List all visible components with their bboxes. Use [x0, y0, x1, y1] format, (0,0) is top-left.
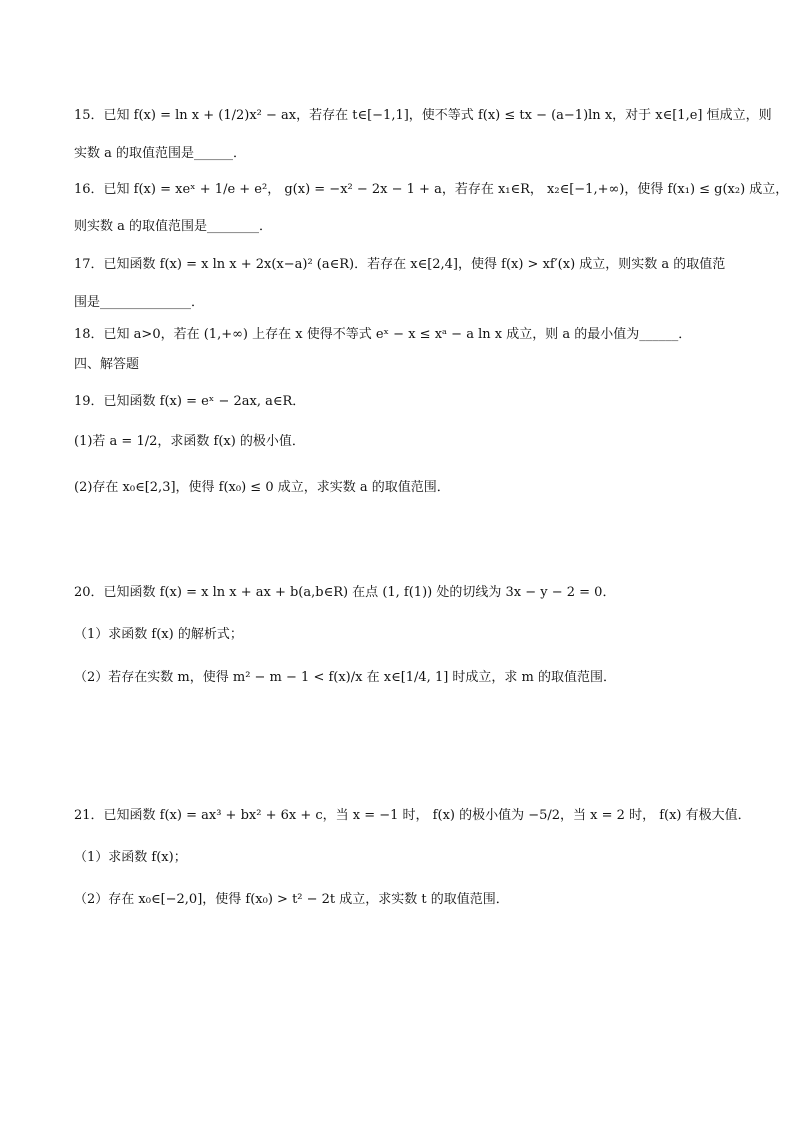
problem-20-part-1: （1）求函数 f(x) 的解析式； — [74, 627, 243, 642]
problem-16-line-1: 16．已知 f(x) = xeˣ + 1/e + e²， g(x) = −x² − 2x − 1 + a，若存在 x₁∈R， x₂∈[−1,+∞)，使得 f(x₁) ≤ g(x₂) 成立， — [74, 182, 789, 197]
problem-16-line-2: 则实数 a 的取值范围是________． — [74, 219, 273, 234]
problem-20-part-2: （2）若存在实数 m，使得 m² − m − 1 < f(x)/x 在 x∈[1/4, 1] 时成立，求 m 的取值范围． — [74, 670, 617, 685]
problem-19-part-2: (2)存在 x₀∈[2,3]，使得 f(x₀) ≤ 0 成立，求实数 a 的取值范围． — [74, 480, 450, 495]
problem-17-line-2: 围是______________． — [74, 295, 205, 310]
problem-19-part-1: (1)若 a = 1/2，求函数 f(x) 的极小值． — [74, 434, 305, 449]
problem-18-line-1: 18．已知 a>0，若在 (1,+∞) 上存在 x 使得不等式 eˣ − x ≤ xᵃ − a ln x 成立，则 a 的最小值为______． — [74, 327, 692, 342]
problem-15-line-2: 实数 a 的取值范围是______． — [74, 146, 247, 161]
problem-21-part-2: （2）存在 x₀∈[−2,0]，使得 f(x₀) > t² − 2t 成立，求实数 t 的取值范围． — [74, 892, 509, 907]
problem-20-stem: 20．已知函数 f(x) = x ln x + ax + b(a,b∈R) 在点 (1, f(1)) 处的切线为 3x − y − 2 = 0． — [74, 585, 616, 600]
problem-21-part-1: （1）求函数 f(x)； — [74, 850, 187, 865]
problem-15-line-1: 15．已知 f(x) = ln x + (1/2)x² − ax，若存在 t∈[−1,1]，使不等式 f(x) ≤ tx − (a−1)ln x，对于 x∈[1,e] 恒成立，则 — [74, 108, 772, 123]
problem-19-stem: 19．已知函数 f(x) = eˣ − 2ax, a∈R． — [74, 394, 306, 409]
problem-21-stem: 21．已知函数 f(x) = ax³ + bx² + 6x + c，当 x = −1 时， f(x) 的极小值为 −5/2，当 x = 2 时， f(x) 有极大值． — [74, 808, 751, 823]
problem-17-line-1: 17．已知函数 f(x) = x ln x + 2x(x−a)² (a∈R)．若存在 x∈[2,4]，使得 f(x) > xf′(x) 成立，则实数 a 的取值范 — [74, 257, 726, 272]
section-heading: 四、解答题 — [74, 357, 140, 372]
